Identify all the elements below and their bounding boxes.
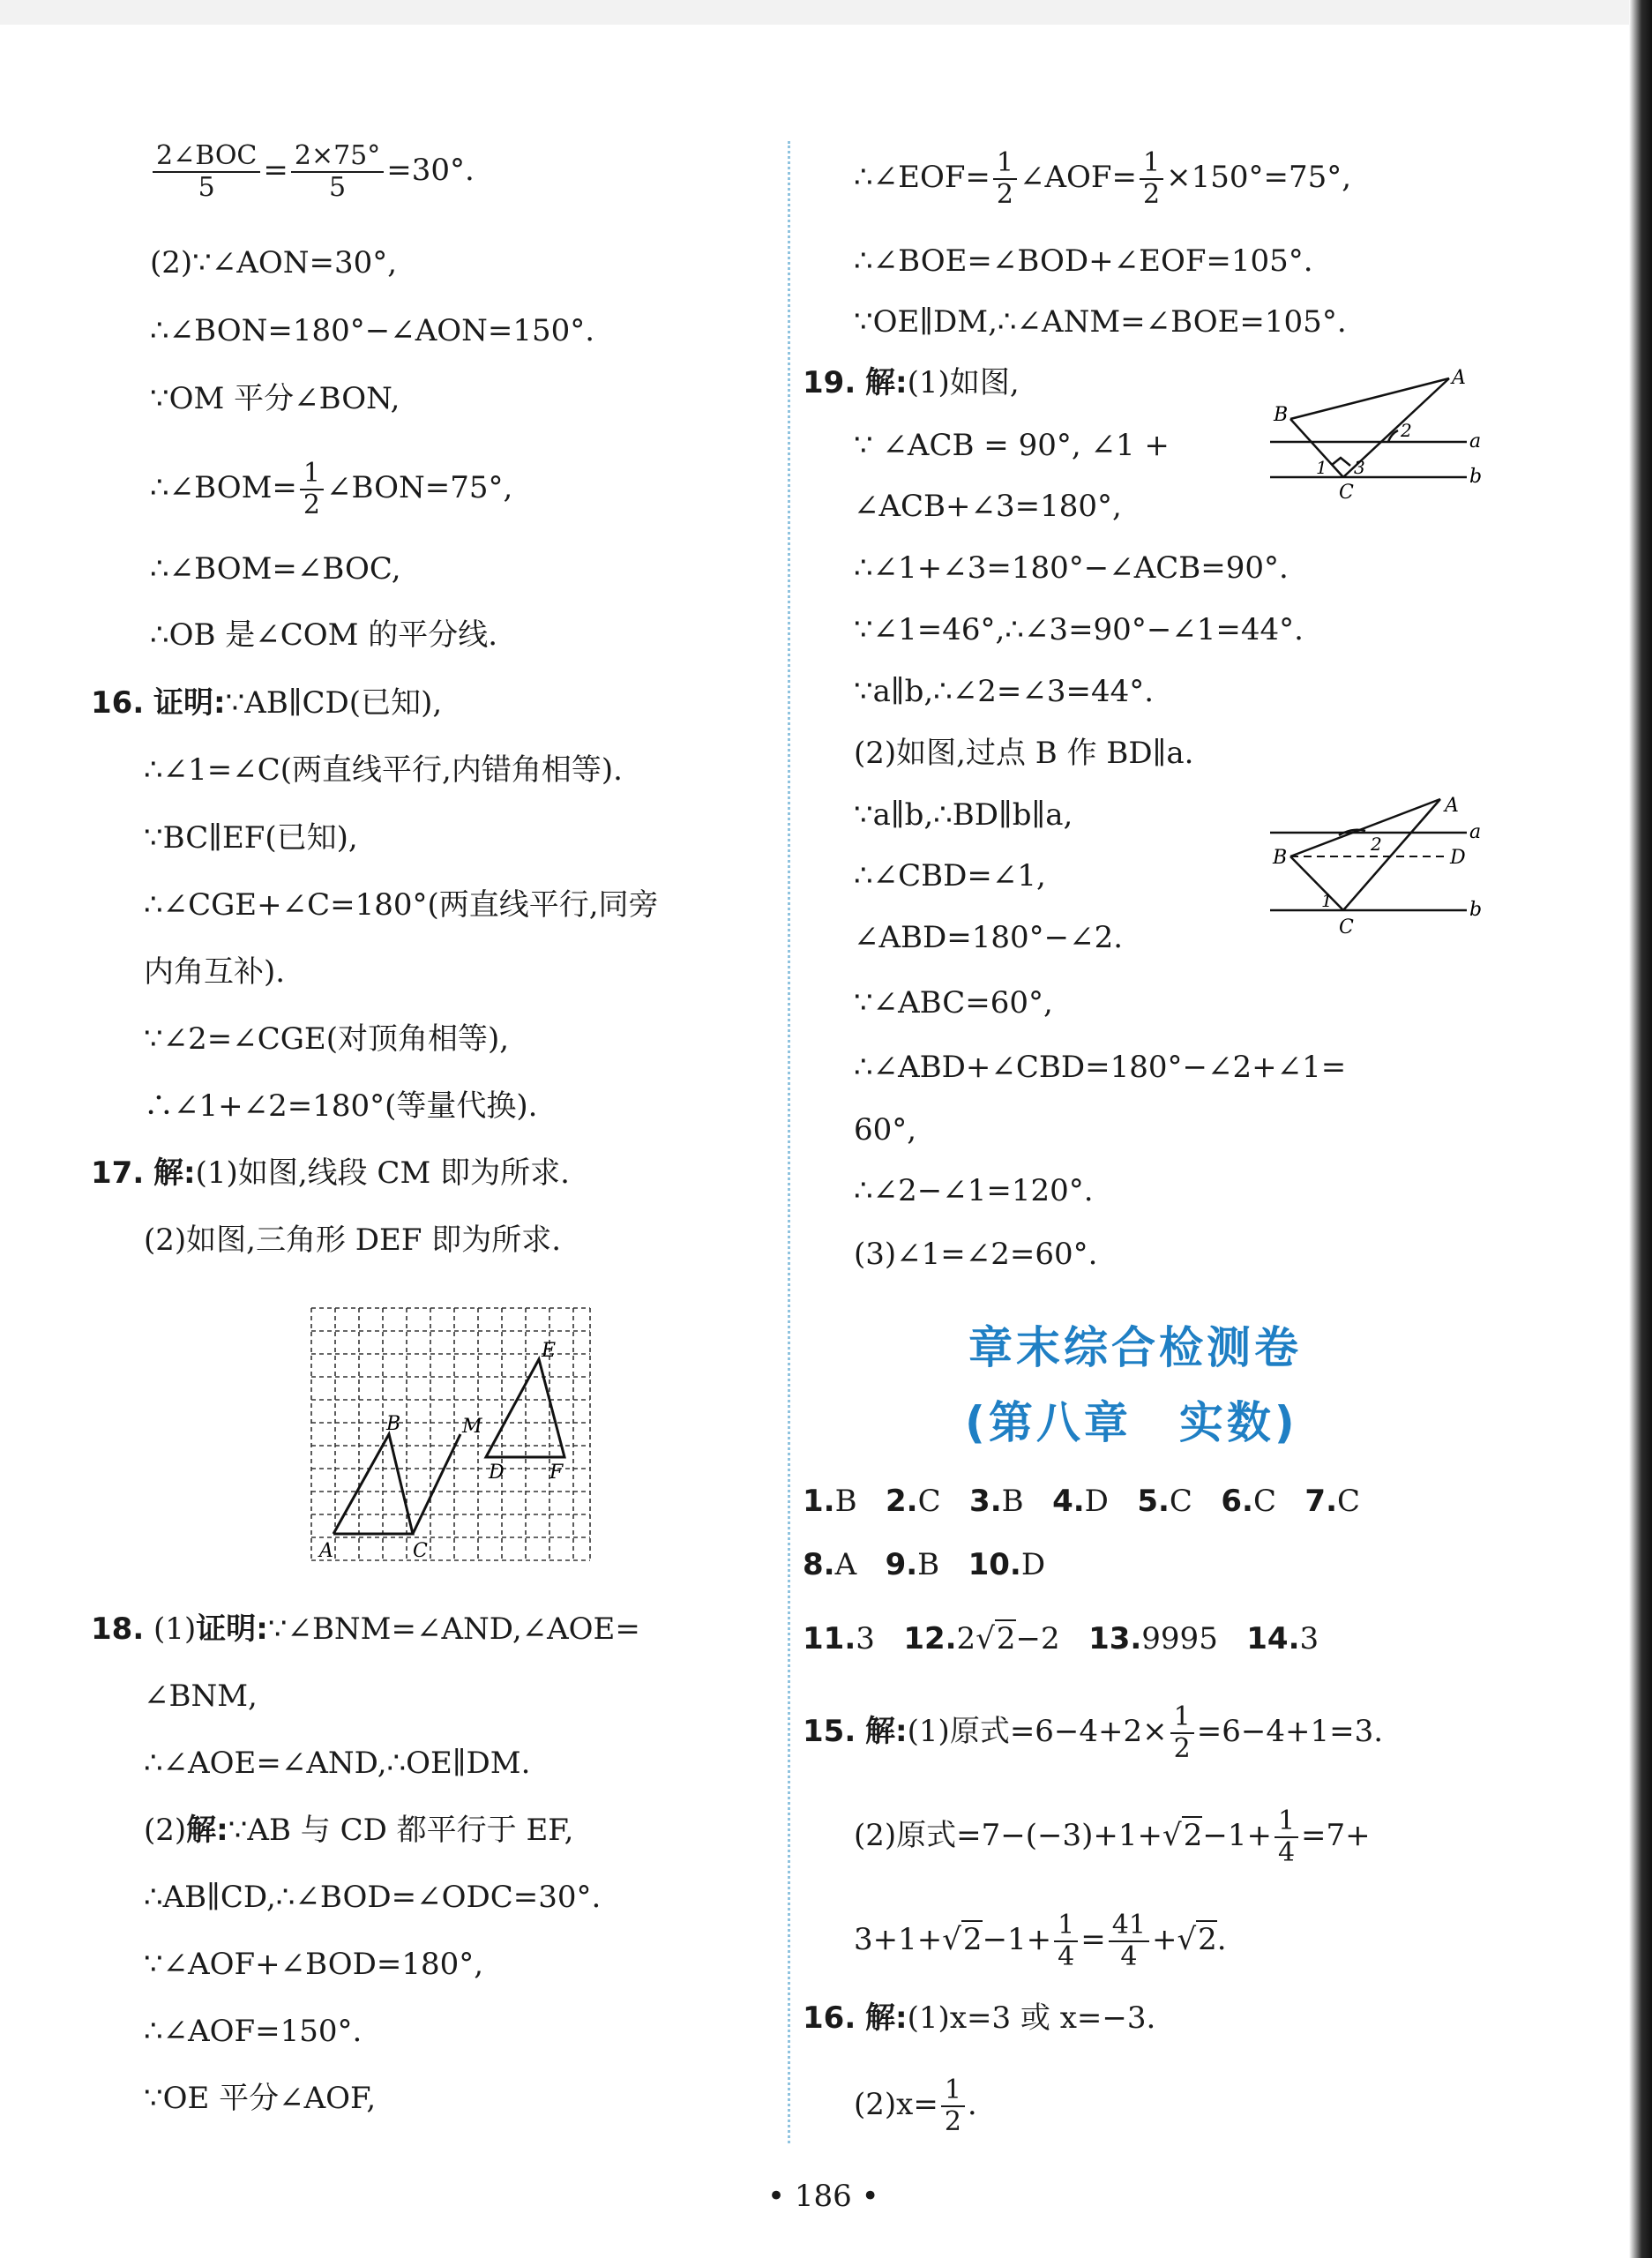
equals-sign: =: [263, 153, 288, 188]
line-text: (2)如图,三角形 DEF 即为所求.: [144, 1222, 562, 1258]
answer-value: B: [1001, 1484, 1024, 1519]
question-18: [91, 1611, 640, 1647]
line-text: (2)原式=7−(−3)+1+: [854, 1818, 1163, 1853]
answer-item: [803, 1484, 857, 1519]
question-number: 19.: [803, 365, 856, 400]
fig2-label-a-point: A: [1445, 795, 1459, 817]
question-number: 10.: [968, 1547, 1021, 1582]
fig2-angle-1: 1: [1321, 890, 1333, 911]
line-text: ∴∠1=∠C(两直线平行,内错角相等).: [144, 752, 623, 788]
question-number: 17.: [91, 1155, 145, 1191]
fraction-denominator: 4: [1120, 1941, 1138, 1972]
answer-item: [886, 1547, 940, 1582]
question-number: 7.: [1304, 1484, 1337, 1519]
point-label-b: B: [386, 1413, 401, 1435]
answer-item: [1221, 1484, 1276, 1519]
point-label-a: A: [319, 1540, 333, 1562]
answer-value: C: [917, 1484, 941, 1519]
page-number-value: 186: [794, 2179, 852, 2214]
line-text: (1)如图,: [907, 365, 1020, 400]
fraction-numerator: 1: [941, 2075, 965, 2107]
line-text: =30°.: [386, 153, 475, 188]
line-text: [854, 2075, 977, 2137]
answer-value: C: [1252, 1484, 1276, 1519]
line-text: ∵OE∥DM,∴∠ANM=∠BOE=105°.: [854, 304, 1347, 340]
line-text: ∵AB∥CD(已知),: [225, 685, 443, 721]
answer-value: A: [834, 1547, 857, 1582]
line-text: [144, 1813, 573, 1848]
line-text: −1+: [982, 1922, 1052, 1957]
question-number: 1.: [803, 1484, 835, 1519]
question-number: 9.: [885, 1547, 918, 1582]
answer-value: 3: [1299, 1621, 1319, 1656]
line-text: ∴∠CGE+∠C=180°(两直线平行,同旁: [144, 887, 659, 923]
line-text: (2)如图,过点 B 作 BD∥a.: [854, 736, 1194, 771]
line-text: ∴∠BOM=∠BOC,: [150, 551, 401, 587]
fig1-angle-1: 1: [1316, 457, 1327, 478]
line-text: ∵∠ABC=60°,: [854, 985, 1053, 1021]
scan-top-band: [0, 0, 1652, 25]
line-text: ∵AB 与 CD 都平行于 EF,: [228, 1813, 574, 1848]
line-text: ∵a∥b,∴BD∥b∥a,: [854, 797, 1073, 833]
fig1-angle-2: 2: [1401, 420, 1412, 441]
segment-ba: [1290, 378, 1449, 419]
line-text: ∠ABD=180°−∠2.: [854, 920, 1124, 955]
line-text: ∴∠CBD=∠1,: [854, 858, 1046, 893]
line-text: =6−4+1=3.: [1196, 1714, 1384, 1749]
fig2-label-c-point: C: [1339, 916, 1354, 938]
line-text: =: [1080, 1922, 1106, 1957]
line-text: ∴∠1+∠2=180°(等量代换).: [144, 1088, 538, 1124]
line-text: (1)x=3 或 x=−3.: [907, 2000, 1156, 2036]
answer-item: [968, 1547, 1046, 1582]
question-number: 15.: [803, 1714, 856, 1749]
answer-item: [969, 1484, 1024, 1519]
segment-ca: [1343, 799, 1440, 910]
sqrt-radicand: 2: [1183, 1818, 1203, 1853]
line-text: ∴∠1+∠3=180°−∠ACB=90°.: [854, 550, 1289, 586]
grid-figure: [307, 1304, 594, 1565]
answer-label: 解:: [186, 1813, 228, 1848]
line-text: (1)如图,线段 CM 即为所求.: [195, 1155, 570, 1191]
point-label-m: M: [462, 1416, 482, 1438]
line-text: ∵∠AOF+∠BOD=180°,: [144, 1947, 484, 1982]
fraction-denominator: 2: [303, 490, 321, 520]
answer-value: C: [1336, 1484, 1360, 1519]
line-text: (1)原式=6−4+2×: [907, 1714, 1168, 1749]
answer-item: [1052, 1484, 1109, 1519]
answer-value: −2: [1015, 1621, 1060, 1656]
line-text: (3)∠1=∠2=60°.: [854, 1237, 1098, 1272]
line-text: ∵OM 平分∠BON,: [150, 381, 400, 416]
line-text: +: [1151, 1922, 1177, 1957]
fraction-numerator: 1: [1054, 1910, 1078, 1942]
segment-cm: [413, 1434, 460, 1534]
fraction-numerator: 1: [1275, 1806, 1298, 1838]
question-16: [91, 685, 442, 721]
fraction-denominator: 4: [1277, 1837, 1296, 1868]
answer-value: 2: [956, 1621, 976, 1656]
line-text: ∵BC∥EF(已知),: [144, 820, 358, 856]
line-text: ∴OB 是∠COM 的平分线.: [150, 617, 498, 653]
line-text: ∵OE 平分∠AOF,: [144, 2081, 377, 2116]
line-text: [854, 148, 1351, 210]
answer-row-2: [803, 1547, 1045, 1582]
line-text: ∴∠BOE=∠BOD+∠EOF=105°.: [854, 243, 1313, 279]
fraction-denominator: 2: [1143, 179, 1161, 210]
sqrt-radicand: 2: [996, 1621, 1016, 1656]
line-text: (2)原式=7−(−3)+1+√2−1+ $\frac{1}{4}$ =7+: [854, 1806, 1371, 1868]
line-text: ∵a∥b,∴∠2=∠3=44°.: [854, 674, 1155, 709]
fig1-label-line-a: a: [1469, 430, 1482, 452]
line-text: 内角互补).: [144, 954, 286, 990]
line-text: (2)∵∠AON=30°,: [150, 245, 398, 280]
answer-value: B: [834, 1484, 857, 1519]
sqrt-radicand: 2: [962, 1922, 983, 1957]
line-text: ∴∠BON=180°−∠AON=150°.: [150, 313, 595, 348]
answer-item: [803, 1547, 856, 1582]
answer-item: [1304, 1484, 1360, 1519]
answer-item: [1137, 1484, 1192, 1519]
section-title: 章末综合检测卷: [968, 1322, 1302, 1373]
question-number: 5.: [1137, 1484, 1170, 1519]
column-divider: [788, 141, 790, 2143]
question-number: 13.: [1088, 1621, 1142, 1656]
question-number: 2.: [886, 1484, 918, 1519]
line-text: ∵∠1=46°,∴∠3=90°−∠1=44°.: [854, 612, 1304, 647]
answer-label: 解:: [865, 2000, 908, 2036]
figure-19-2: [1268, 794, 1483, 939]
scan-right-edge: [1629, 0, 1652, 2258]
line-text: [150, 459, 512, 520]
line-text: ∴AB∥CD,∴∠BOD=∠ODC=30°.: [144, 1880, 602, 1915]
section-subtitle: (第八章 实数): [965, 1397, 1298, 1448]
fig2-label-d-point: D: [1450, 847, 1466, 869]
answer-row-1: [803, 1484, 1360, 1519]
fraction-denominator: 2: [996, 179, 1013, 210]
answer-label: 解:: [865, 1714, 908, 1749]
fig1-label-c-point: C: [1339, 482, 1354, 504]
line-text: ∵∠2=∠CGE(对顶角相等),: [144, 1021, 510, 1057]
segment-ba: [1290, 799, 1440, 856]
page-number: • 186 •: [767, 2179, 879, 2214]
line-text: .: [967, 2087, 977, 2122]
fig1-label-b-point: B: [1274, 404, 1289, 426]
line-text: 3+1+√2−1+ $\frac{1}{4}$ = $\frac{41}{4}$ +√2.: [854, 1910, 1227, 1972]
line-text: ∴∠2−∠1=120°.: [854, 1173, 1094, 1208]
fig2-angle-2: 2: [1371, 834, 1382, 855]
fraction-denominator: 2: [944, 2106, 961, 2137]
question-17: [91, 1155, 570, 1191]
fraction-denominator: 2: [1173, 1733, 1191, 1764]
fraction-numerator: 1: [993, 148, 1017, 180]
fig2-label-b-point: B: [1273, 847, 1288, 869]
line-text: ∵ ∠ACB = 90°, ∠1 +: [854, 428, 1170, 463]
answer-value: D: [1084, 1484, 1109, 1519]
triangle-abc: [333, 1434, 413, 1534]
line-text: ×150°=75°,: [1166, 160, 1352, 195]
point-label-d: D: [489, 1462, 505, 1484]
answer-value: B: [917, 1547, 940, 1582]
line-text: −1+: [1202, 1818, 1272, 1853]
fraction-numerator: 1: [1170, 1702, 1194, 1734]
fraction-denominator: 4: [1058, 1941, 1075, 1972]
point-label-e: E: [542, 1340, 557, 1362]
right-angle-mark: [1332, 458, 1350, 466]
question-19: [803, 365, 1020, 400]
fig1-label-line-b: b: [1469, 466, 1483, 488]
q15-cont-line1: [150, 141, 475, 203]
line-text: =7+: [1301, 1818, 1371, 1853]
fraction-numerator: 2×75°: [291, 141, 384, 173]
answer-row-3: 11.3 12.2√2−2 13.9995 14.3: [803, 1621, 1319, 1656]
line-text: ∵∠BNM=∠AND,∠AOE=: [267, 1611, 640, 1647]
line-text: 3+1+: [854, 1922, 943, 1957]
line-text: (2)x=: [854, 2087, 938, 2122]
question-number: 11.: [803, 1621, 856, 1656]
fig1-angle-3: 3: [1354, 457, 1365, 478]
question-16-right: [803, 2000, 1155, 2036]
line-text: ∴∠BOM=: [150, 470, 297, 505]
answer-value: 9995: [1141, 1621, 1218, 1656]
line-text: ∴∠EOF=: [854, 160, 990, 195]
fraction-denominator: 5: [329, 172, 347, 203]
sub-part: (2): [144, 1813, 187, 1848]
segment-bc: [1290, 856, 1343, 910]
line-text: ∴∠AOE=∠AND,∴OE∥DM.: [144, 1746, 531, 1781]
question-15: [803, 1702, 1383, 1764]
sqrt-radicand: 2: [1198, 1922, 1217, 1957]
answer-label: 证明:: [196, 1611, 268, 1647]
line-text: ∠BON=75°,: [326, 470, 513, 505]
line-text: ∴∠ABD+∠CBD=180°−∠2+∠1=: [854, 1050, 1347, 1085]
question-number: 6.: [1221, 1484, 1253, 1519]
question-number: 12.: [903, 1621, 957, 1656]
answer-value: 3: [856, 1621, 875, 1656]
fraction-numerator: 2∠BOC: [153, 141, 260, 173]
question-number: 18.: [91, 1611, 145, 1647]
question-number: 3.: [969, 1484, 1002, 1519]
fraction-numerator: 41: [1109, 1910, 1149, 1942]
fraction-numerator: 1: [1140, 148, 1163, 180]
fig2-label-line-a: a: [1469, 821, 1482, 843]
answer-value: D: [1020, 1547, 1046, 1582]
fraction-numerator: 1: [300, 459, 324, 490]
point-label-c: C: [413, 1540, 428, 1562]
question-number: 16.: [91, 685, 145, 721]
figure-19-1: [1268, 366, 1483, 504]
line-text: ∴∠AOF=150°.: [144, 2014, 363, 2049]
point-label-f: F: [549, 1462, 564, 1484]
fig1-label-a-point: A: [1452, 367, 1466, 389]
answer-label: 证明:: [153, 685, 226, 721]
line-text: 60°,: [854, 1112, 917, 1148]
question-number: 16.: [803, 2000, 856, 2036]
answer-value: C: [1169, 1484, 1192, 1519]
line-text: ∠ACB+∠3=180°,: [854, 489, 1122, 524]
line-text: ∠BNM,: [144, 1679, 258, 1714]
question-number: 8.: [803, 1547, 835, 1582]
sub-part: (1): [153, 1611, 197, 1647]
answer-label: 解:: [153, 1155, 196, 1191]
question-number: 4.: [1052, 1484, 1085, 1519]
answer-item: [886, 1484, 941, 1519]
fraction-denominator: 5: [198, 172, 215, 203]
fig2-label-line-b: b: [1469, 899, 1483, 921]
line-text: .: [1216, 1922, 1227, 1957]
line-text: ∠AOF=: [1020, 160, 1137, 195]
answer-label: 解:: [865, 365, 908, 400]
question-number: 14.: [1246, 1621, 1300, 1656]
